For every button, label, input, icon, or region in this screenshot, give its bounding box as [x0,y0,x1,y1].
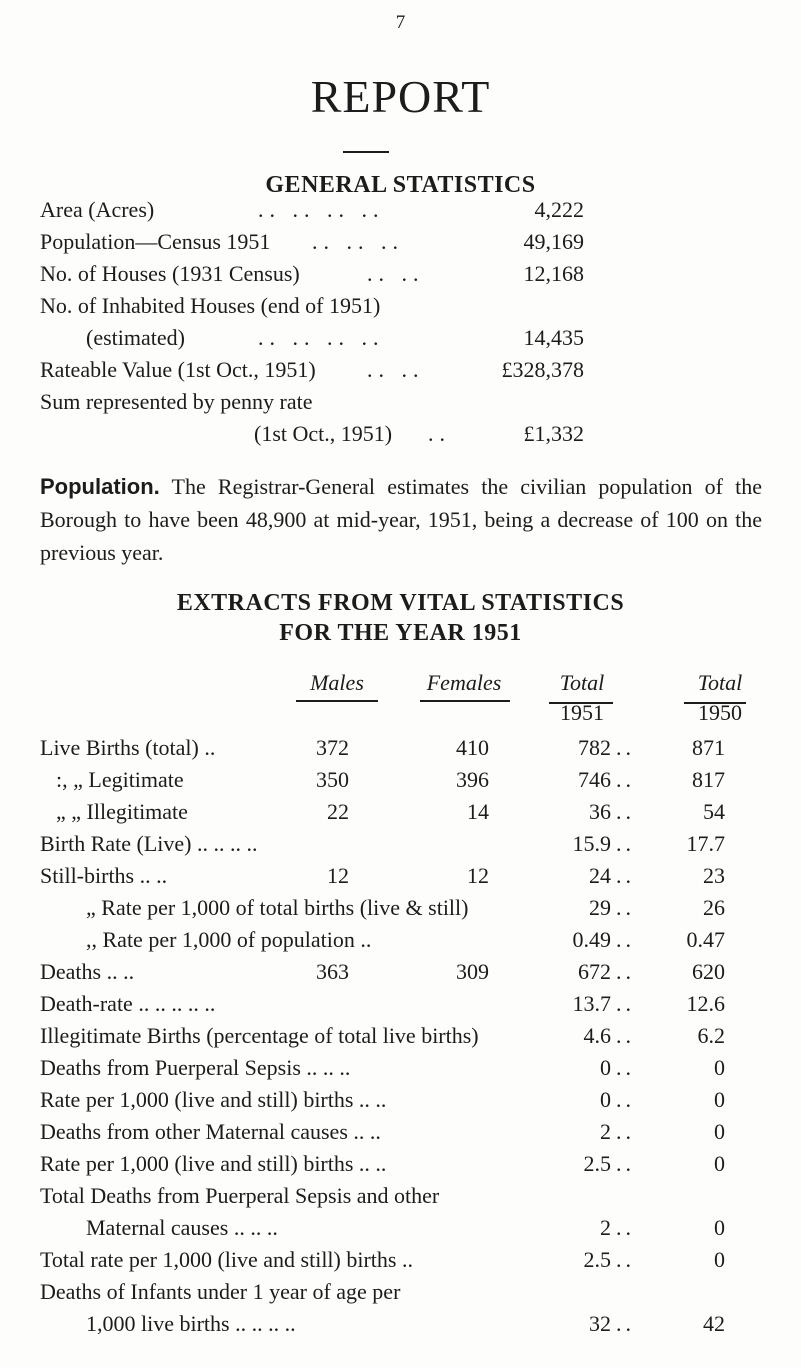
gs-label-inhabited-houses: No. of Inhabited Houses (end of 1951) [40,293,381,318]
gs-label-estimated: (estimated) [86,325,185,350]
vital-row-total-1950: 0 [714,1151,725,1176]
vital-row-label: Deaths from other Maternal causes .. .. [40,1119,381,1144]
vital-row-separator: .. [616,1087,635,1112]
population-lead: Population. [40,474,160,499]
vital-row-label: Deaths .. .. [40,959,135,984]
vital-row-total-1950: 6.2 [697,1023,725,1048]
vital-row-separator: .. [616,1215,635,1240]
vital-row-total-1951: 2 [600,1119,611,1144]
vital-row-total-1950: 0 [714,1119,725,1144]
vital-row-separator: .. [616,767,635,792]
vital-row-total-1950: 817 [692,767,725,792]
header-total-1950: Total [697,670,743,695]
vital-row-total-1951: 4.6 [583,1023,611,1048]
vital-row-total-1951: 0.49 [572,927,611,952]
page-number: 7 [395,12,406,33]
vital-row-label: Death-rate .. .. .. .. .. [40,991,216,1016]
gs-value-rateable-value: £328,378 [501,357,584,382]
gs-dots-houses: .. .. [367,261,425,286]
report-title: REPORT [310,71,491,122]
vital-row-total-1950: 23 [703,863,725,888]
header-females: Females [426,670,502,695]
vital-row-females: 309 [456,959,489,984]
gs-value-houses: 12,168 [523,261,584,286]
gs-label-houses: No. of Houses (1931 Census) [40,261,300,286]
vital-row-label: Birth Rate (Live) .. .. .. .. [40,831,258,856]
population-text: The Registrar-General estimates the civilian population of the Borough to have been 48,900 at mid-year, 1951, being a decrease of 100 on the previous year. [40,474,762,565]
vital-row-total-1950: 620 [692,959,725,984]
vital-row-label: Rate per 1,000 (live and still) births .. .. [40,1151,387,1176]
vital-row-total-1950: 0.47 [686,927,725,952]
vital-row-total-1951: 32 [589,1311,611,1336]
vital-row-total-1950: 0 [714,1087,725,1112]
vital-row-total-1951: 2 [600,1215,611,1240]
gs-dots-area: .. .. .. .. [258,197,385,222]
vital-row-label: Maternal causes .. .. .. [86,1215,278,1240]
header-total-1951: Total [559,670,605,695]
vital-row-label: Illegitimate Births (percentage of total live births) [40,1023,479,1048]
gs-dots-population: .. .. .. [312,229,404,254]
vital-row-total-1950: 54 [703,799,725,824]
general-statistics-heading: GENERAL STATISTICS [265,172,536,198]
vital-row-separator: .. [616,735,635,760]
vital-row-total-1951: 0 [600,1087,611,1112]
vital-row-separator: .. [616,1311,635,1336]
header-year-1951: 1951 [560,700,604,725]
vital-row-males: 363 [316,959,349,984]
vital-row-total-1950: 0 [714,1055,725,1080]
vital-row-label: ,, Rate per 1,000 of population .. [86,927,372,952]
vital-row-males: 372 [316,735,349,760]
vital-row-label: „ Rate per 1,000 of total births (live & still) [86,895,469,920]
vital-row-label: Total rate per 1,000 (live and still) births .. [40,1247,413,1272]
title-divider [343,151,389,153]
vital-heading-line1: EXTRACTS FROM VITAL STATISTICS [176,590,625,616]
vital-row-total-1950: 0 [714,1247,725,1272]
vital-row-label: Live Births (total) .. [40,735,216,760]
vital-row-total-1951: 0 [600,1055,611,1080]
vital-row-total-1951: 36 [589,799,611,824]
gs-dots-penny-rate: .. [428,421,451,446]
gs-label-penny-rate: Sum represented by penny rate [40,389,313,414]
gs-value-estimated: 14,435 [523,325,584,350]
vital-row-total-1950: 12.6 [686,991,725,1016]
vital-row-separator: .. [616,863,635,888]
vital-row-total-1951: 15.9 [572,831,611,856]
vital-row-separator: .. [616,991,635,1016]
gs-label-area: Area (Acres) [40,197,155,222]
vital-row-total-1951: 672 [578,959,611,984]
vital-row-separator: .. [616,799,635,824]
header-year-1950: 1950 [698,700,742,725]
vital-row-separator: .. [616,831,635,856]
vital-row-label: Total Deaths from Puerperal Sepsis and other [40,1183,440,1208]
vital-heading-line2: FOR THE YEAR 1951 [279,620,522,646]
gs-value-penny-rate: £1,332 [523,421,584,446]
vital-row-total-1950: 0 [714,1215,725,1240]
vital-row-total-1951: 2.5 [583,1247,611,1272]
gs-value-population: 49,169 [523,229,584,254]
gs-dots-estimated: .. .. .. .. [258,325,385,350]
vital-row-total-1951: 782 [578,735,611,760]
vital-row-females: 410 [456,735,489,760]
vital-row-separator: .. [616,959,635,984]
vital-row-label: Deaths of Infants under 1 year of age per [40,1279,401,1304]
header-males-underline [296,700,378,702]
vital-row-females: 12 [467,863,489,888]
vital-row-females: 14 [467,799,489,824]
vital-row-separator: .. [616,1023,635,1048]
vital-row-separator: .. [616,1247,635,1272]
gs-value-area: 4,222 [534,197,584,222]
vital-row-label: Still-births .. .. [40,863,168,888]
vital-row-label: Deaths from Puerperal Sepsis .. .. .. [40,1055,351,1080]
header-males: Males [310,670,364,695]
vital-row-total-1950: 871 [692,735,725,760]
header-females-underline [420,700,510,702]
vital-row-label: Rate per 1,000 (live and still) births .. .. [40,1087,387,1112]
vital-row-total-1950: 26 [703,895,725,920]
vital-row-separator: .. [616,927,635,952]
vital-row-total-1951: 2.5 [583,1151,611,1176]
vital-row-label: „ „ Illegitimate [56,799,188,824]
vital-row-total-1950: 42 [703,1311,725,1336]
vital-row-total-1951: 24 [589,863,611,888]
vital-row-total-1951: 13.7 [572,991,611,1016]
vital-row-separator: .. [616,1055,635,1080]
vital-row-males: 22 [327,799,349,824]
vital-row-label: :, „ Legitimate [56,767,184,792]
vital-row-separator: .. [616,1119,635,1144]
gs-label-population: Population—Census 1951 [40,229,271,254]
vital-row-total-1950: 17.7 [686,831,725,856]
vital-row-females: 396 [456,767,489,792]
vital-row-total-1951: 746 [578,767,611,792]
vital-row-separator: .. [616,1151,635,1176]
gs-label-penny-date: (1st Oct., 1951) [254,421,393,446]
vital-row-label: 1,000 live births .. .. .. .. [86,1311,296,1336]
gs-dots-rateable-value: .. .. [367,357,425,382]
vital-row-total-1951: 29 [589,895,611,920]
vital-row-separator: .. [616,895,635,920]
gs-label-rateable-value: Rateable Value (1st Oct., 1951) [40,357,316,382]
vital-row-males: 350 [316,767,349,792]
population-paragraph [40,470,762,569]
vital-row-males: 12 [327,863,349,888]
